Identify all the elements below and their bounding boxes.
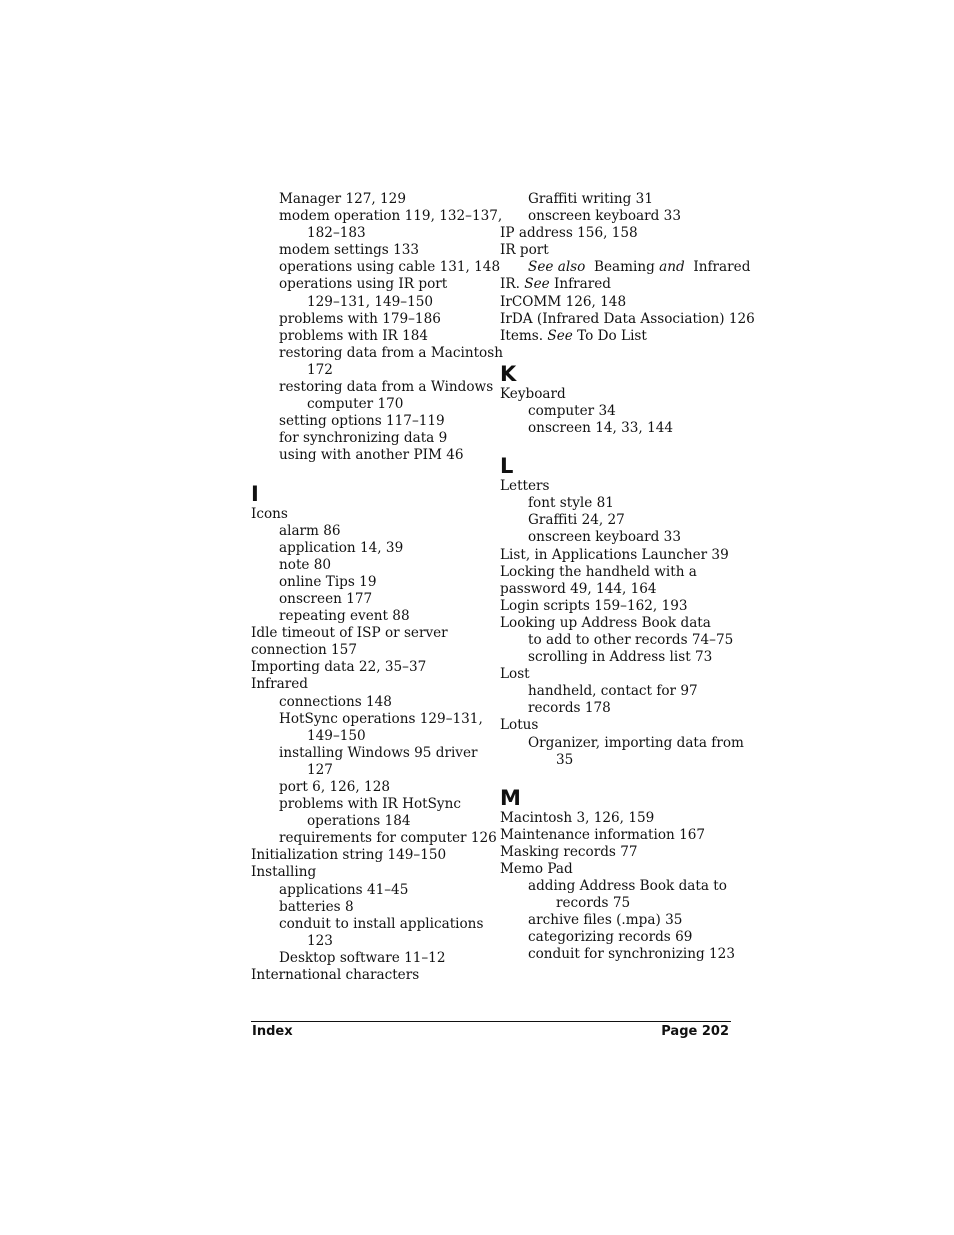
entry-text: Masking records 77: [500, 843, 638, 860]
entry-continuation: 149–150: [307, 727, 366, 744]
entry-text: setting options 117–119: [279, 413, 445, 430]
index-subentry: [251, 830, 497, 847]
entry-text: handheld, contact for 97: [528, 683, 698, 700]
entry-text: to add to other records 74–75: [528, 631, 734, 648]
entry-text: IrCOMM 126, 148: [500, 293, 627, 310]
entry-continuation: 127: [307, 761, 333, 778]
index-entry: [500, 861, 732, 878]
entry-continuation: 129–131, 149–150: [307, 293, 434, 310]
entry-text: Initialization string 149–150: [251, 847, 447, 864]
entry-text: repeating event 88: [279, 608, 410, 625]
entry-text: operations using IR port: [279, 276, 448, 293]
index-subentry: [251, 694, 483, 711]
entry-text: modem settings 133: [279, 242, 420, 259]
entry-text: Maintenance information 167: [500, 826, 706, 843]
entry-continuation: 123: [307, 932, 333, 949]
section-letter-heading: L: [500, 454, 514, 479]
index-entry: [500, 242, 732, 259]
index-subentry: [251, 208, 503, 242]
index-subentry: [251, 899, 483, 916]
entry-text: onscreen 177: [279, 590, 373, 607]
entry-text: Items.: [500, 327, 544, 344]
index-entry: [251, 642, 483, 659]
index-entry: [251, 967, 483, 984]
entry-text: onscreen 14, 33, 144: [528, 420, 674, 437]
index-entry: [500, 717, 732, 734]
index-subentry: [500, 512, 732, 529]
index-subentry: [500, 208, 732, 225]
entry-text: connection 157: [251, 642, 357, 659]
entry-text: categorizing records 69: [528, 929, 693, 946]
index-subentry: [251, 557, 483, 574]
index-subentry: [251, 379, 494, 413]
entry-text: International characters: [251, 967, 420, 984]
entry-text: Lotus: [500, 717, 539, 734]
index-entry: [251, 847, 483, 864]
entry-text: Importing data 22, 35–37: [251, 659, 427, 676]
entry-text: Idle timeout of ISP or server: [251, 625, 448, 642]
index-subentry: [251, 523, 483, 540]
footer-divider: [251, 1021, 731, 1022]
entry-text: Locking the handheld with a: [500, 563, 697, 580]
see-label: See: [547, 327, 573, 344]
index-subentry: [251, 574, 483, 591]
index-subentry: [251, 745, 483, 779]
index-subentry: [251, 950, 483, 967]
index-subentry: [500, 632, 732, 649]
cross-ref-target: Infrared: [693, 259, 751, 276]
index-subentry: [251, 540, 483, 557]
entry-continuation: 182–183: [307, 225, 366, 242]
index-entry: [500, 225, 732, 242]
index-subentry: [500, 912, 732, 929]
entry-text: operations using cable 131, 148: [279, 259, 501, 276]
index-entry: [500, 310, 755, 328]
entry-text: Lost: [500, 666, 530, 683]
cross-ref-target: Infrared: [554, 276, 612, 293]
entry-text: records 178: [528, 700, 611, 717]
entry-text: alarm 86: [279, 522, 341, 539]
entry-text: for synchronizing data 9: [279, 430, 448, 447]
entry-text: modem operation 119, 132–137,: [279, 208, 503, 225]
index-subentry: [251, 916, 483, 950]
conjunction-label: and: [659, 259, 685, 276]
index-entry: [500, 827, 732, 844]
section-letter-heading: I: [251, 481, 259, 506]
index-entry: [500, 547, 732, 564]
entry-text: Infrared: [251, 676, 309, 693]
entry-text: adding Address Book data to: [528, 878, 727, 895]
entry-text: IR port: [500, 242, 549, 259]
entry-text: Manager 127, 129: [279, 191, 406, 207]
cross-ref-target: To Do List: [577, 327, 647, 344]
entry-text: Graffiti 24, 27: [528, 512, 625, 529]
entry-text: online Tips 19: [279, 573, 377, 590]
index-subentry: [500, 649, 732, 666]
entry-text: restoring data from a Windows: [279, 379, 494, 396]
index-subentry: [251, 608, 483, 625]
footer-page-number: Page 202: [661, 1024, 729, 1039]
entry-text: requirements for computer 126: [279, 830, 497, 847]
entry-text: conduit to install applications: [279, 915, 484, 932]
entry-text: restoring data from a Macintosh: [279, 344, 503, 361]
index-entry: [500, 810, 732, 827]
entry-text: Graffiti writing 31: [528, 191, 653, 207]
index-column-right: [500, 191, 755, 964]
index-entry: [500, 386, 732, 403]
index-subentry: [500, 191, 732, 208]
see-also-label: See also: [528, 259, 586, 276]
index-subentry: [251, 242, 483, 259]
entry-text: port 6, 126, 128: [279, 779, 390, 795]
see-label: See: [524, 276, 550, 293]
entry-text: Looking up Address Book data: [500, 614, 711, 631]
entry-continuation: computer 170: [307, 396, 404, 413]
see-reference: [500, 276, 732, 293]
index-entry: [500, 478, 732, 495]
index-entry: [500, 666, 732, 683]
entry-continuation: records 75: [556, 895, 631, 912]
entry-text: IR.: [500, 276, 520, 293]
entry-text: Installing: [251, 864, 317, 881]
index-subentry: [251, 591, 483, 608]
index-subentry: [251, 311, 483, 328]
entry-text: problems with IR HotSync: [279, 796, 461, 813]
index-subentry: [251, 430, 483, 447]
index-entry: [251, 676, 483, 693]
index-entry: [500, 615, 732, 632]
entry-text: Login scripts 159–162, 193: [500, 597, 688, 614]
index-entry: [251, 506, 483, 523]
index-subentry: [251, 328, 483, 345]
index-subentry: [500, 946, 735, 963]
entry-text: archive files (.mpa) 35: [528, 912, 683, 929]
index-entry: [500, 598, 732, 615]
entry-text: password 49, 144, 164: [500, 580, 657, 597]
index-subentry: [251, 882, 483, 899]
index-entry: [251, 625, 483, 642]
entry-text: IP address 156, 158: [500, 225, 638, 242]
index-subentry: [500, 529, 732, 546]
entry-text: onscreen keyboard 33: [528, 208, 681, 225]
index-subentry: [251, 344, 503, 379]
index-subentry: [251, 276, 483, 310]
entry-text: using with another PIM 46: [279, 447, 464, 464]
entry-text: HotSync operations 129–131,: [279, 710, 483, 727]
entry-text: applications 41–45: [279, 881, 409, 898]
entry-text: onscreen keyboard 33: [528, 529, 681, 546]
entry-text: application 14, 39: [279, 539, 404, 556]
index-subentry: [251, 796, 483, 830]
entry-text: Letters: [500, 478, 550, 495]
entry-text: font style 81: [528, 495, 614, 512]
cross-ref-target: Beaming: [594, 259, 655, 276]
index-subentry: [500, 700, 732, 717]
index-entry: [500, 844, 732, 861]
index-entry: [251, 864, 483, 881]
see-reference: [500, 328, 732, 345]
entry-text: batteries 8: [279, 898, 354, 915]
index-subentry: [251, 779, 483, 796]
index-subentry: [500, 495, 732, 512]
entry-text: Desktop software 11–12: [279, 949, 446, 966]
entry-continuation: 172: [307, 361, 333, 378]
see-also-reference: [500, 259, 751, 276]
entry-text: List, in Applications Launcher 39: [500, 546, 729, 563]
index-subentry: [251, 711, 483, 745]
section-letter-heading: M: [500, 785, 521, 810]
index-entry: [251, 659, 483, 676]
index-subentry: [251, 413, 483, 430]
index-subentry: [251, 259, 501, 276]
entry-text: Organizer, importing data from: [528, 734, 744, 751]
entry-text: problems with 179–186: [279, 310, 441, 327]
index-subentry: [500, 734, 744, 769]
index-subentry: [500, 929, 732, 946]
index-subentry: [251, 191, 483, 208]
index-entry: [500, 581, 732, 598]
index-subentry: [500, 683, 732, 700]
entry-text: Macintosh 3, 126, 159: [500, 809, 655, 826]
index-subentry: [500, 420, 732, 437]
index-subentry: [500, 403, 732, 420]
entry-text: Keyboard: [500, 385, 566, 402]
entry-continuation: 35: [556, 751, 574, 768]
entry-text: scrolling in Address list 73: [528, 649, 713, 666]
footer-section-label: Index: [252, 1024, 293, 1039]
index-subentry: [500, 878, 732, 912]
entry-text: Memo Pad: [500, 861, 573, 877]
entry-text: installing Windows 95 driver: [279, 744, 478, 761]
entry-text: note 80: [279, 556, 332, 573]
entry-continuation: operations 184: [307, 813, 411, 830]
entry-text: IrDA (Infrared Data Association) 126: [500, 310, 755, 327]
index-entry: [500, 294, 732, 311]
entry-text: Icons: [251, 505, 288, 522]
entry-text: computer 34: [528, 402, 616, 419]
entry-text: conduit for synchronizing 123: [528, 946, 735, 963]
section-letter-heading: K: [500, 361, 517, 386]
index-entry: [500, 564, 732, 581]
index-column-left: [251, 191, 503, 984]
entry-text: connections 148: [279, 693, 392, 710]
entry-text: problems with IR 184: [279, 327, 429, 344]
index-subentry: [251, 447, 483, 464]
